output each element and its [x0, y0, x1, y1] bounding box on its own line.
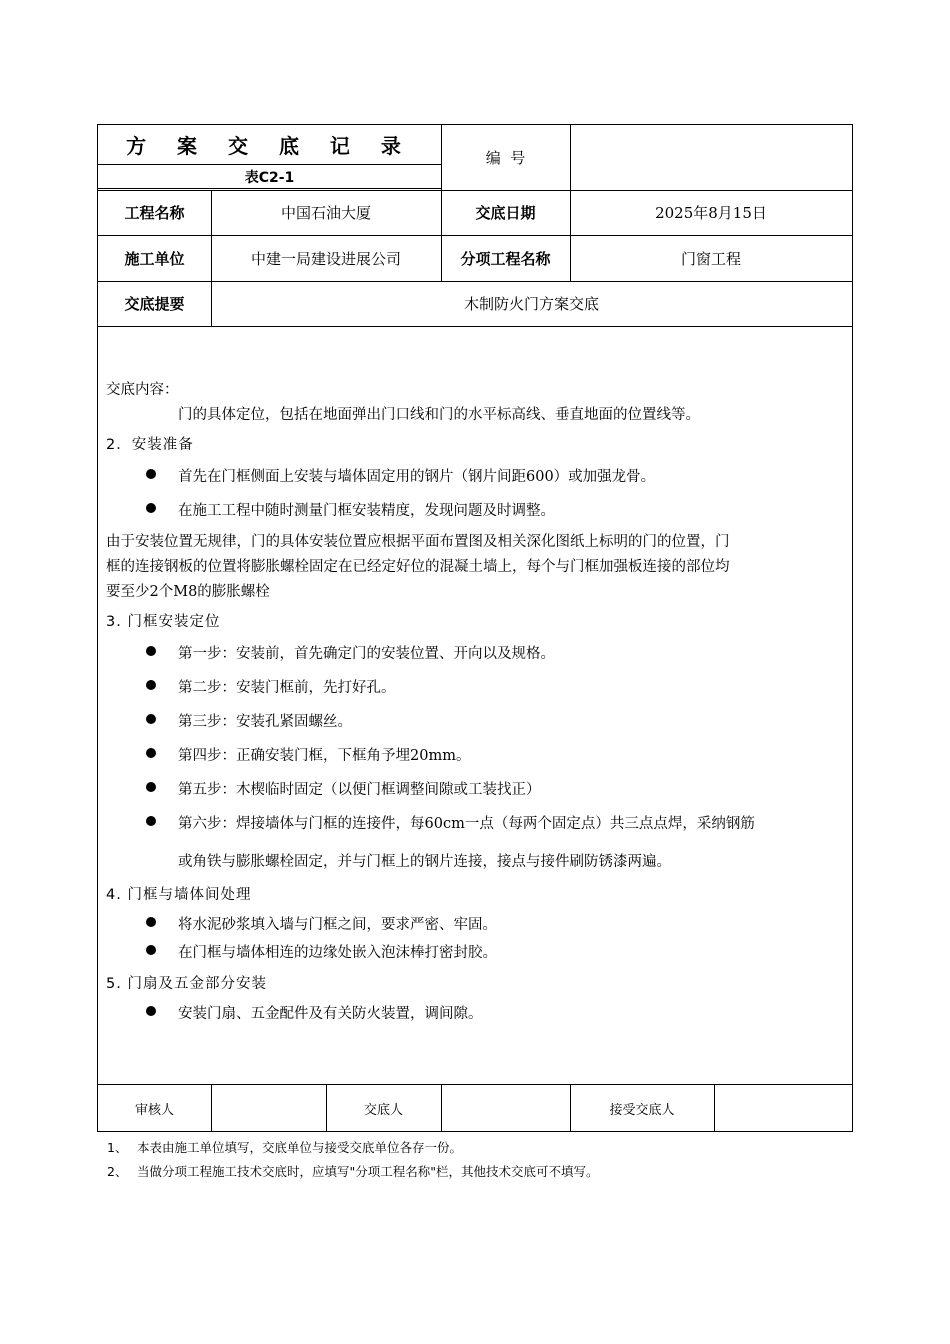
discloser-label: 交底人: [363, 1102, 403, 1118]
section-5-title: 5. 门扇及五金部分安装: [106, 976, 267, 992]
section-5-bullet: 安装门扇、五金配件及有关防火装置，调间隙。: [178, 1006, 483, 1022]
reviewer-label: 审核人: [134, 1102, 174, 1118]
bullet-icon: [146, 748, 156, 758]
bullet-icon: [146, 945, 156, 955]
bullet-icon: [146, 1006, 156, 1016]
contractor-value[interactable]: 中建一局建设进展公司: [250, 249, 401, 268]
section-3-bullet: 第一步：安装前，首先确定门的安装位置、开向以及规格。: [178, 646, 555, 662]
section-2-bullet: 在施工工程中随时测量门框安装精度，发现问题及时调整。: [178, 503, 555, 519]
sub-project-value[interactable]: 门窗工程: [680, 249, 741, 268]
form-title: 方 案 交 底 记 录: [126, 134, 413, 158]
bullet-icon: [146, 469, 156, 479]
paragraph-line: 由于安装位置无规律，门的具体安装位置应根据平面布置图及相关深化图纸上标明的门的位置，门: [106, 534, 730, 550]
bullet-icon: [146, 680, 156, 690]
paragraph-line: 要至少2个M8的膨胀螺栓: [106, 584, 270, 600]
date-value[interactable]: 2025年8月15日: [655, 204, 767, 222]
discloser-signature[interactable]: [441, 1084, 570, 1132]
section-3-bullet: 第三步：安装孔紧固螺丝。: [178, 714, 352, 730]
section-3-bullet: 第五步：木楔临时固定（以便门框调整间隙或工装找正）: [178, 782, 541, 798]
contractor-label: 施工单位: [124, 249, 185, 268]
section-3-bullet: 第四步：正确安装门框，下框角予埋20mm。: [178, 748, 471, 764]
sub-project-label: 分项工程名称: [460, 249, 551, 268]
bullet-icon: [146, 782, 156, 792]
footnote-text: 当做分项工程施工技术交底时，应填写"分项工程名称"栏，其他技术交底可不填写。: [137, 1164, 599, 1179]
receiver-label: 接受交底人: [609, 1102, 675, 1118]
footnote-number: 2、: [107, 1164, 128, 1179]
intro-label: 交底内容：: [106, 382, 179, 398]
bullet-icon: [146, 816, 156, 826]
section-3-bullet: 第六步：焊接墙体与门框的连接件，每60cm一点（每两个固定点）共三点点焊，采纳钢筋: [178, 816, 755, 832]
footnote-text: 本表由施工单位填写，交底单位与接受交底单位各存一份。: [137, 1140, 463, 1155]
section-3-title: 3. 门框安装定位: [106, 614, 221, 630]
section-4-bullet: 在门框与墙体相连的边缘处嵌入泡沫棒打密封胶。: [178, 945, 497, 961]
number-label: 编 号: [485, 149, 526, 167]
footnote-number: 1、: [107, 1140, 128, 1155]
summary-value[interactable]: 木制防火门方案交底: [463, 295, 599, 313]
section-2-title: 2．安装准备: [106, 437, 194, 453]
bullet-icon: [146, 503, 156, 513]
receiver-signature[interactable]: [714, 1084, 852, 1132]
divider: [98, 326, 852, 327]
section-2-bullet: 首先在门框侧面上安装与墙体固定用的钢片（钢片间距600）或加强龙骨。: [178, 469, 656, 485]
project-name-value[interactable]: 中国石油大厦: [280, 204, 371, 222]
section-3-bullet: 第二步：安装门框前，先打好孔。: [178, 680, 396, 696]
summary-label: 交底提要: [124, 295, 185, 313]
section-4-bullet: 将水泥砂浆填入墙与门框之间，要求严密、牢固。: [178, 917, 497, 933]
intro-text: 门的具体定位，包括在地面弹出门口线和门的水平标高线、垂直地面的位置线等。: [178, 407, 700, 423]
bullet-icon: [146, 917, 156, 927]
section-3-continuation: 或角铁与膨胀螺栓固定，并与门框上的钢片连接，接点与接件刷防锈漆两遍。: [178, 854, 671, 870]
section-4-title: 4. 门框与墙体间处理: [106, 887, 252, 903]
reviewer-signature[interactable]: [211, 1084, 326, 1132]
number-value[interactable]: [570, 125, 852, 190]
form-code: 表C2-1: [244, 170, 295, 186]
date-label: 交底日期: [475, 204, 536, 222]
project-name-label: 工程名称: [124, 204, 185, 222]
bullet-icon: [146, 714, 156, 724]
disclosure-form: [97, 124, 853, 1132]
paragraph-line: 框的连接钢板的位置将膨胀螺栓固定在已经定好位的混凝土墙上，每个与门框加强板连接的部位均: [106, 559, 730, 575]
bullet-icon: [146, 646, 156, 656]
